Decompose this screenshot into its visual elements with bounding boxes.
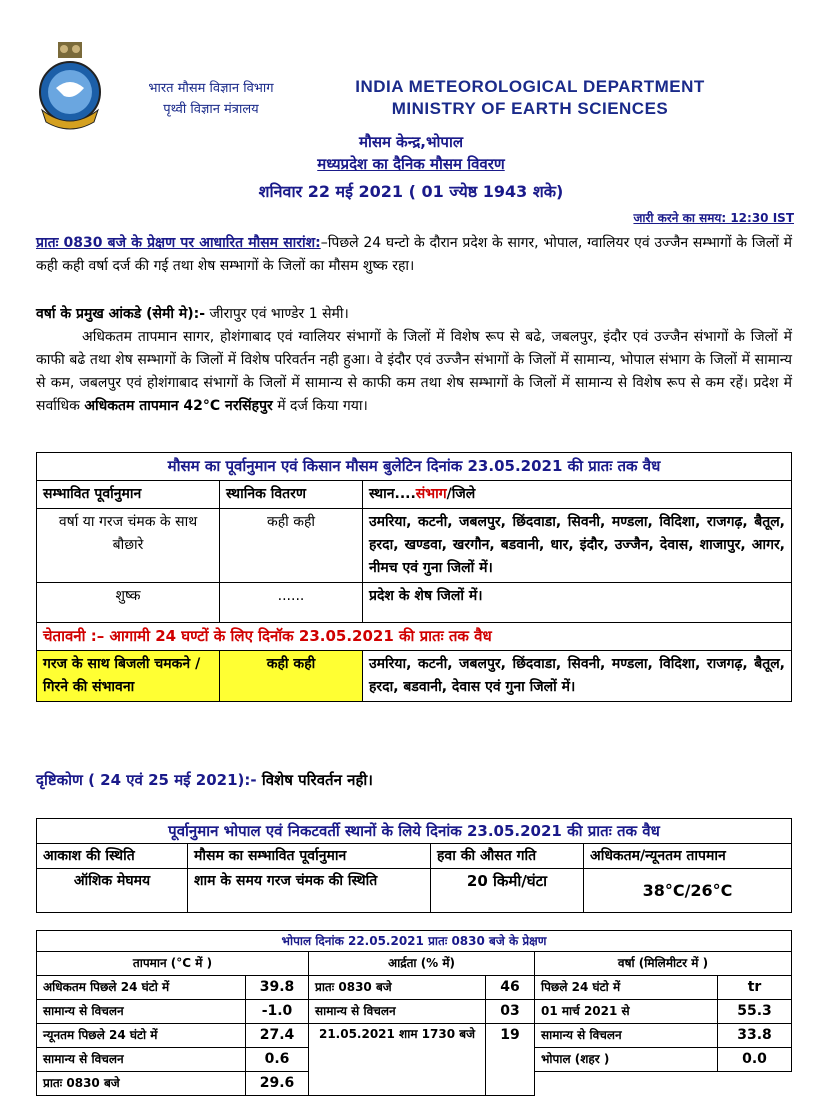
bhopal-forecast-table [36,818,792,913]
bhopal-observation-table [36,930,792,1096]
temperature-summary [36,326,792,418]
header-places: स्थान....संभाग/जिले [363,481,792,509]
rain-value: tr [718,976,792,1000]
humidity-value: 46 [486,976,535,1000]
outlook-text: विशेष परिवर्तन नही। [256,771,373,789]
humidity-label: प्रातः 0830 बजे [309,976,486,1000]
forecast-type: वर्षा या गरज चंमक के साथ बौछारे [37,509,220,583]
temp-label: अधिकतम पिछले 24 घंटो में [37,976,246,1000]
forecast-distribution: ...... [220,583,363,623]
header-temperature: तापमान (°C में ) [37,952,309,976]
humidity-label: 21.05.2021 शाम 1730 बजे [309,1024,486,1096]
summary-text: –पिछले 24 घन्टो के दौरान प्रदेश के सागर, भोपाल, ग्वालियर एवं उज्जैन सम्भागों के जिलों में कही कही वर्षा दर्ज की गई तथा शेष सम्भागों के जिलों का मौसम शुष्क रहा। [36,235,792,274]
rain-value: 33.8 [718,1024,792,1048]
empty-cell [535,1072,792,1096]
temp-value: -1.0 [246,1000,309,1024]
temp-value: 27.4 [246,1024,309,1048]
forecast-title: मौसम का पूर्वानुमान एवं किसान मौसम बुलेटिन दिनांक 23.05.2021 की प्रातः तक वैध [37,453,792,481]
rain-figures [36,303,792,326]
bulletin-title: मध्यप्रदेश का दैनिक मौसम विवरण [317,155,505,173]
warning-distribution: कही कही [220,651,363,702]
warning-title: चेतावनी :– आगामी 24 घण्टों के लिए दिनॉक 23.05.2021 की प्रातः तक वैध [37,623,792,651]
temp-label: न्यूनतम पिछले 24 घंटो में [37,1024,246,1048]
header-wind: हवा की औसत गति [431,844,584,869]
temp-value: 39.8 [246,976,309,1000]
issue-time: जारी करने का समय: 12:30 IST [633,211,794,225]
wind-speed: 20 किमी/घंटा [431,869,584,913]
centre-name: मौसम केन्द्र,भोपाल [358,133,463,151]
header-rainfall: वर्षा (मिलिमीटर में ) [535,952,792,976]
sky-condition: ऑशिक मेघमय [37,869,188,913]
rain-value: 0.0 [718,1048,792,1072]
temp-value: 29.6 [246,1072,309,1096]
header-distribution: स्थानिक वितरण [220,481,363,509]
humidity-value: 19 [486,1024,535,1096]
max-min-temp: 38°C/26°C [584,869,792,913]
rain-label: 01 मार्च 2021 से [535,1000,718,1024]
header-sky: आकाश की स्थिति [37,844,188,869]
bhopal-forecast-title: पूर्वानुमान भोपाल एवं निकटवर्ती स्थानों के लिये दिनांक 23.05.2021 की प्रातः तक वैध [37,819,792,844]
rain-text: जीरापुर एवं भाण्डेर 1 सेमी। [205,306,349,322]
temp-value: 0.6 [246,1048,309,1072]
temp-label: प्रातः 0830 बजे [37,1072,246,1096]
rain-label: पिछले 24 घंटो में [535,976,718,1000]
warning-places: उमरिया, कटनी, जबलपुर, छिंदवाडा, सिवनी, मण्डला, विदिशा, राजगढ़, बैतूल, हरदा, बडवानी, देवास एवं गुना जिलों में। [363,651,792,702]
rain-label: वर्षा के प्रमुख आंकडे (सेमी मे):- [36,306,206,322]
observation-title: भोपाल दिनांक 22.05.2021 प्रातः 0830 बजे के प्रेक्षण [37,931,792,952]
hindi-department-name: भारत मौसम विज्ञान विभाग पृथ्वी विज्ञान मंत्रालय [148,81,274,117]
temp-tail: में दर्ज किया गया। [272,398,368,414]
temp-text: अधिकतम तापमान सागर, होशंगाबाद एवं ग्वालियर संभागों के जिलों में विशेष रूप से बढे, जबलपुर, इंदौर एवं उज्जैन संभागों के जिलों में काफी बढे तथा शेष सम्भागों के जिलों में विशेष परिवर्तन नही हुआ। वे इंदौर एवं उज्जैन संभागों के जिलों में सामान्य, भोपाल संभाग के जिलों में सामान्य से कम, जबलपुर एवं होशंगाबाद संभागों के जिलों में सामान्य से काफी कम तथा शेष सम्भागों के जिलों में सामान्य से विशेष रूप से कम रहें। प्रदेश में सर्वाधिक [36,329,792,414]
temp-label: सामान्य से विचलन [37,1000,246,1024]
summary-label: प्रातः 0830 बजे के प्रेक्षण पर आधारित मौसम सारांश: [36,235,321,251]
outlook [36,770,373,790]
max-temp: अधिकतम तापमान 42°C नरसिंहपुर [84,398,273,414]
rain-value: 55.3 [718,1000,792,1024]
weather-summary [36,232,792,278]
forecast-places: उमरिया, कटनी, जबलपुर, छिंदवाडा, सिवनी, मण्डला, विदिशा, राजगढ़, बैतूल, हरदा, खण्डवा, खरगौन, बडवानी, धार, इंदौर, उज्जैन, देवास, शाजापुर, आगर, नीमच एवं गुना जिलों में। [363,509,792,583]
outlook-label: दृष्टिकोण ( 24 एवं 25 मई 2021):- [36,771,257,789]
imd-logo [34,40,106,130]
header-forecast: सम्भावित पूर्वानुमान [37,481,220,509]
humidity-label: सामान्य से विचलन [309,1000,486,1024]
forecast-distribution: कही कही [220,509,363,583]
header-humidity: आर्द्रता (% में) [309,952,535,976]
header-temps: अधिकतम/न्यूनतम तापमान [584,844,792,869]
english-department-name: INDIA METEOROLOGICAL DEPARTMENT MINISTRY OF EARTH SCIENCES [355,77,705,118]
rain-label: भोपाल (शहर ) [535,1048,718,1072]
forecast-table [36,452,792,702]
humidity-value: 03 [486,1000,535,1024]
temp-label: सामान्य से विचलन [37,1048,246,1072]
forecast-type: शुष्क [37,583,220,623]
bulletin-date: शनिवार 22 मई 2021 ( 01 ज्येष्ठ 1943 शके) [258,182,564,201]
warning-type: गरज के साथ बिजली चमकने / गिरने की संभावना [37,651,220,702]
forecast-places: प्रदेश के शेष जिलों में। [363,583,792,623]
header-weather: मौसम का सम्भावित पूर्वानुमान [188,844,431,869]
weather-forecast: शाम के समय गरज चंमक की स्थिति [188,869,431,913]
rain-label: सामान्य से विचलन [535,1024,718,1048]
